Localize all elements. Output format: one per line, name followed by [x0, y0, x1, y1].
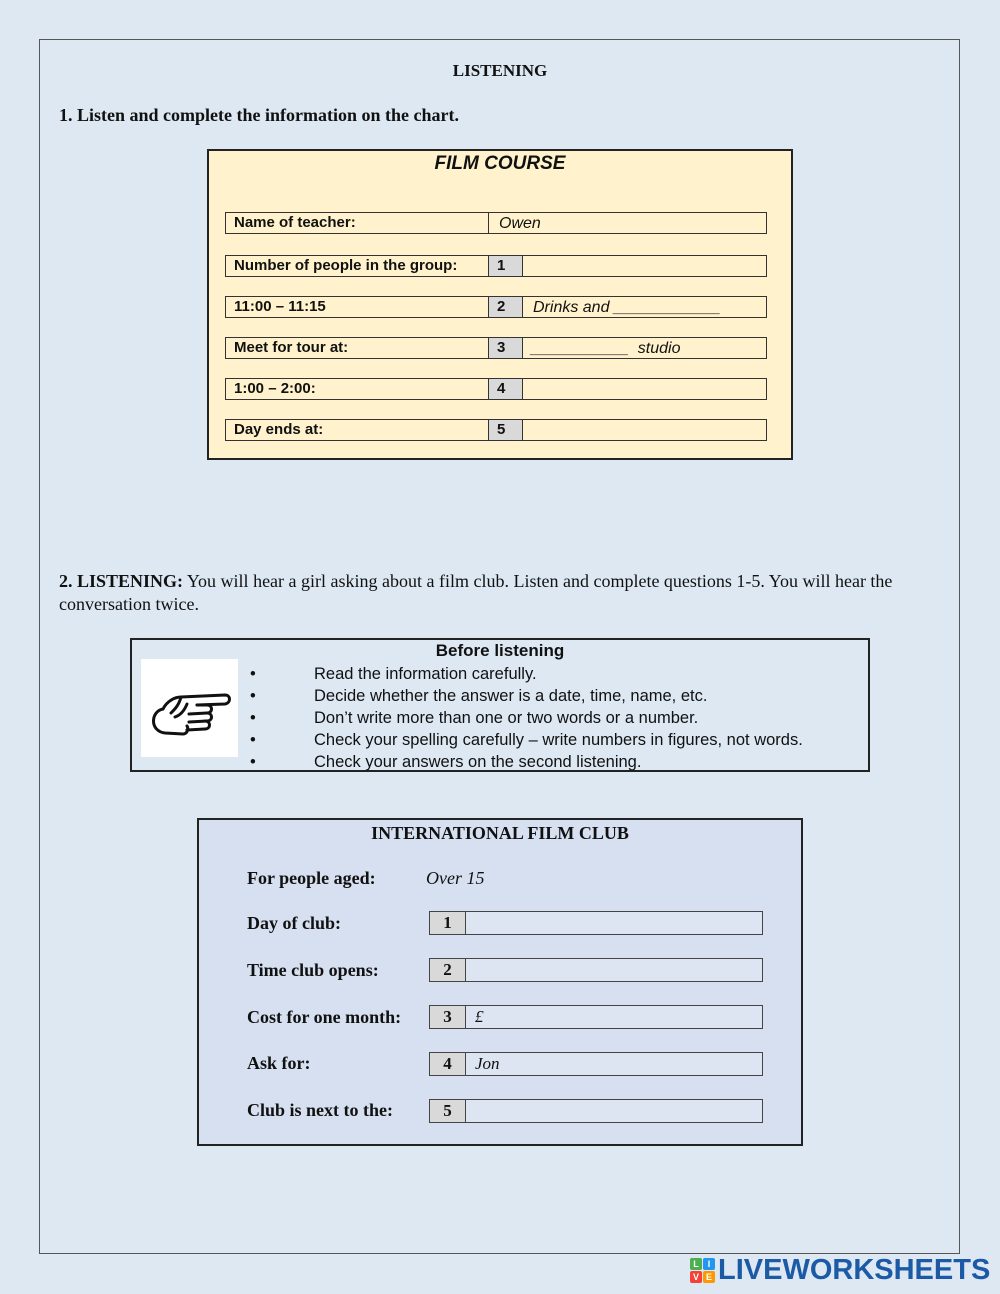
- page-title: LISTENING: [452, 61, 548, 80]
- liveworksheets-logo[interactable]: [690, 1255, 990, 1285]
- row-number: 1: [430, 912, 466, 934]
- row-number: 3: [489, 338, 523, 358]
- club-answer-field-2[interactable]: [466, 959, 762, 981]
- list-item: [250, 729, 860, 751]
- list-item: [250, 707, 860, 729]
- club-answer-box-5: [429, 1099, 763, 1123]
- film-course-chart: [207, 149, 793, 460]
- list-item: [250, 685, 860, 707]
- club-answer-box-3: [429, 1005, 763, 1029]
- club-answer-field-4[interactable]: Jon: [475, 1054, 500, 1073]
- club-answer-box-1: [429, 911, 763, 935]
- logo-mark-letter: I: [703, 1258, 715, 1270]
- club-answer-field-1[interactable]: [466, 912, 762, 934]
- row-number: 3: [430, 1006, 466, 1028]
- before-listening-title: Before listening: [435, 641, 565, 660]
- question-2-instruction: [59, 570, 949, 616]
- logo-mark-letter: V: [690, 1271, 702, 1283]
- answer-field-4[interactable]: [523, 379, 766, 399]
- film-course-row: [225, 337, 767, 359]
- answer-field-5[interactable]: [523, 420, 766, 440]
- before-listening-box: [130, 638, 870, 772]
- row-label: Name of teacher:: [226, 213, 489, 233]
- logo-text: LIVEWORKSHEETS: [718, 1253, 991, 1286]
- logo-mark-letter: L: [690, 1258, 702, 1270]
- film-course-row: [225, 255, 767, 277]
- film-course-title: FILM COURSE: [434, 153, 566, 174]
- row-number: 1: [489, 256, 523, 276]
- answer-field-2[interactable]: Drinks and ____________: [533, 299, 721, 316]
- teacher-answer: Owen: [499, 215, 541, 232]
- row-label: 1:00 – 2:00:: [226, 379, 489, 399]
- row-label: 11:00 – 11:15: [226, 297, 489, 317]
- film-course-row: [225, 212, 767, 234]
- list-item-text: Read the information carefully.: [314, 665, 537, 683]
- row-label: Club is next to the:: [247, 1100, 394, 1120]
- film-course-row: [225, 296, 767, 318]
- answer-field-3[interactable]: ___________ studio: [531, 340, 681, 357]
- row-number: 2: [430, 959, 466, 981]
- bullet: •: [250, 753, 256, 771]
- bullet: •: [250, 709, 256, 727]
- list-item-text: Don’t write more than one or two words or a number.: [314, 709, 699, 727]
- film-course-row: [225, 378, 767, 400]
- row-label: Number of people in the group:: [226, 256, 489, 276]
- row-label: Day ends at:: [226, 420, 489, 440]
- film-club-form: [197, 818, 803, 1146]
- row-label: Ask for:: [247, 1053, 311, 1073]
- row-number: 5: [430, 1100, 466, 1122]
- list-item-text: Decide whether the answer is a date, time, name, etc.: [314, 687, 708, 705]
- question-1-instruction: 1. Listen and complete the information on the chart.: [59, 105, 459, 125]
- question-2-heading: 2. LISTENING:: [59, 571, 184, 591]
- club-answer-box-2: [429, 958, 763, 982]
- list-item-text: Check your answers on the second listening.: [314, 753, 642, 771]
- row-number: 4: [430, 1053, 466, 1075]
- film-course-row: [225, 419, 767, 441]
- row-number: 4: [489, 379, 523, 399]
- age-value: Over 15: [426, 868, 485, 888]
- row-number: 2: [489, 297, 523, 317]
- logo-mark-letter: E: [703, 1271, 715, 1283]
- list-item: [250, 751, 860, 773]
- bullet: •: [250, 731, 256, 749]
- row-number: 5: [489, 420, 523, 440]
- club-answer-field-5[interactable]: [466, 1100, 762, 1122]
- question-2-text: You will hear a girl asking about a film club. Listen and complete questions 1-5. You will hear the conversation twice.: [59, 571, 893, 614]
- row-label: Cost for one month:: [247, 1007, 402, 1027]
- list-item-text: Check your spelling carefully – write numbers in figures, not words.: [314, 731, 803, 749]
- bullet: •: [250, 665, 256, 683]
- film-club-title: INTERNATIONAL FILM CLUB: [371, 823, 629, 843]
- row-label: Day of club:: [247, 913, 341, 933]
- logo-mark-icon: [690, 1258, 715, 1283]
- before-listening-list: [250, 663, 860, 773]
- bullet: •: [250, 687, 256, 705]
- club-answer-box-4: [429, 1052, 763, 1076]
- row-label: Time club opens:: [247, 960, 379, 980]
- pointing-hand-icon: [141, 659, 238, 757]
- answer-field-1[interactable]: [523, 256, 766, 276]
- club-answer-field-3[interactable]: £: [475, 1007, 484, 1026]
- list-item: [250, 663, 860, 685]
- row-label: Meet for tour at:: [226, 338, 489, 358]
- age-label: For people aged:: [247, 868, 376, 888]
